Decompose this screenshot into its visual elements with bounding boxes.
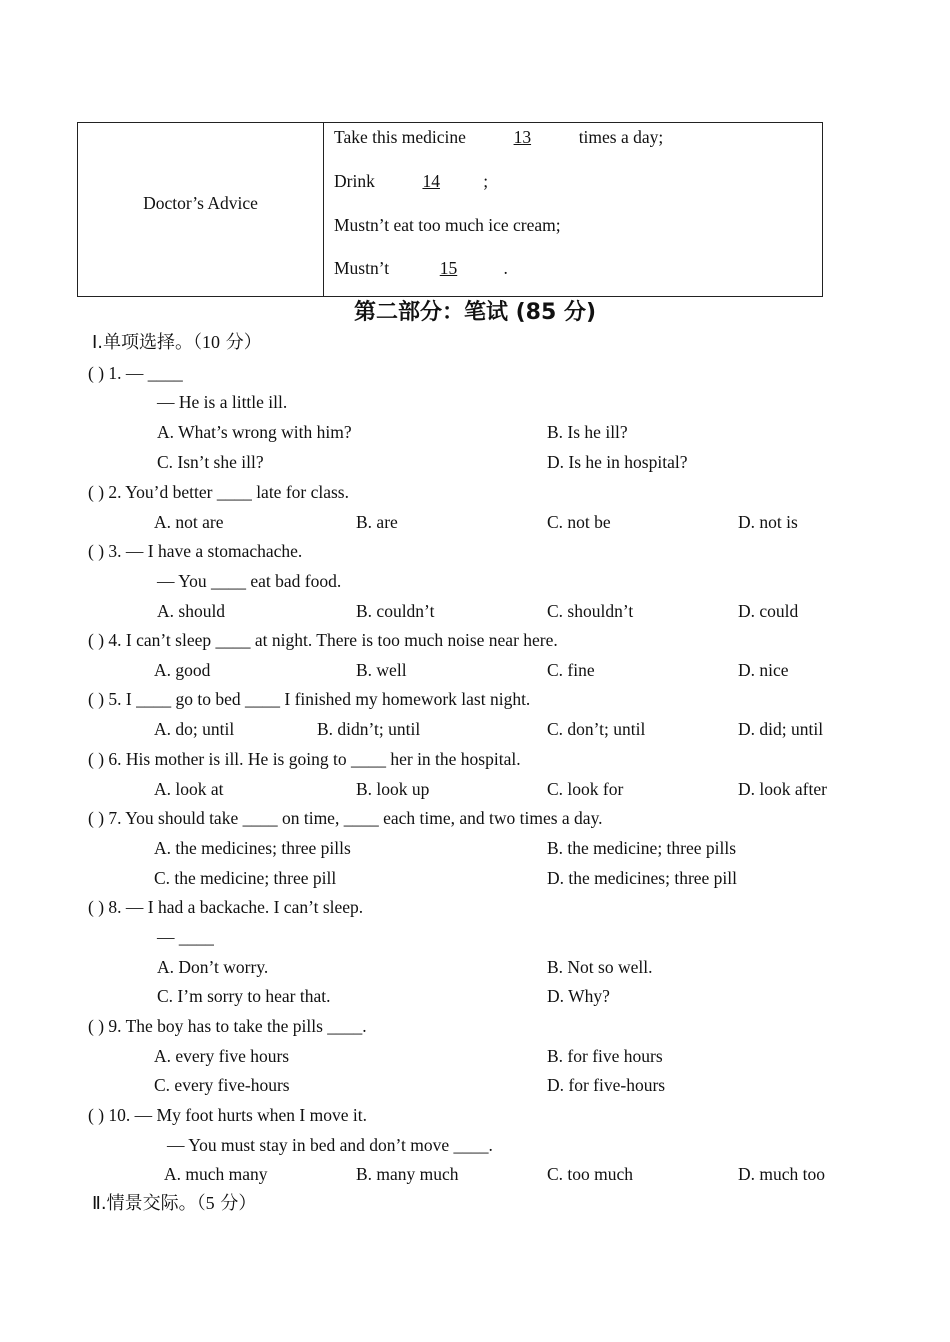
option: B. the medicine; three pills xyxy=(547,838,737,858)
option: C. fine xyxy=(547,660,595,680)
question-text: You’d better ____ late for class. xyxy=(125,482,349,502)
question-stem xyxy=(88,1107,367,1125)
option: C. I’m sorry to hear that. xyxy=(157,986,331,1006)
question-stem xyxy=(88,691,530,709)
option: D. Why? xyxy=(547,986,610,1006)
option: B. are xyxy=(356,512,398,532)
option: C. don’t; until xyxy=(547,719,646,739)
option: A. not are xyxy=(154,512,224,532)
answer-bracket: ( ) xyxy=(88,1016,105,1036)
section-title: 情景交际。（ xyxy=(106,1193,206,1214)
option: D. could xyxy=(738,601,799,621)
question-stem xyxy=(88,632,558,650)
fill-blank: 15 xyxy=(439,258,458,278)
advice-text: ; xyxy=(483,171,489,191)
question-text: You should take ____ on time, ____ each time, and two times a day. xyxy=(125,808,603,828)
option: C. every five-hours xyxy=(154,1075,290,1095)
advice-table xyxy=(77,122,823,297)
question-number: 8. xyxy=(108,897,122,917)
question-text: The boy has to take the pills ____. xyxy=(125,1016,367,1036)
dialogue-reply: — You must stay in bed and don’t move ____. xyxy=(167,1135,493,1155)
question-text: — My foot hurts when I move it. xyxy=(134,1105,367,1125)
question-text: — ____ xyxy=(125,363,183,383)
question-text: I can’t sleep ____ at night. There is too much noise near here. xyxy=(125,630,558,650)
question-number: 5. xyxy=(108,689,122,709)
answer-bracket: ( ) xyxy=(88,363,105,383)
question-number: 3. xyxy=(108,541,122,561)
option: A. do; until xyxy=(154,719,235,739)
option: D. Is he in hospital? xyxy=(547,452,688,472)
question-stem xyxy=(88,810,603,828)
question-number: 1. xyxy=(108,363,122,383)
option: A. What’s wrong with him? xyxy=(157,422,352,442)
answer-bracket: ( ) xyxy=(88,808,105,828)
option: D. nice xyxy=(738,660,789,680)
option: C. not be xyxy=(547,512,611,532)
question-text: — I had a backache. I can’t sleep. xyxy=(125,897,364,917)
option: C. the medicine; three pill xyxy=(154,868,337,888)
option: B. many much xyxy=(356,1164,459,1184)
question-stem xyxy=(88,543,302,561)
question-number: 2. xyxy=(108,482,122,502)
dialogue-reply: — ____ xyxy=(157,927,214,947)
answer-bracket: ( ) xyxy=(88,482,105,502)
option: A. good xyxy=(154,660,211,680)
advice-line xyxy=(334,217,561,235)
advice-text: Drink xyxy=(334,171,380,191)
option: B. for five hours xyxy=(547,1046,663,1066)
section-heading xyxy=(92,1194,256,1213)
option: B. couldn’t xyxy=(356,601,435,621)
advice-text: times a day; xyxy=(574,127,664,147)
option: B. Not so well. xyxy=(547,957,653,977)
advice-label: Doctor’s Advice xyxy=(143,193,258,213)
option: D. much too xyxy=(738,1164,826,1184)
question-stem xyxy=(88,899,363,917)
option: B. look up xyxy=(356,779,430,799)
fill-blank: 13 xyxy=(513,127,532,147)
section-number: Ⅱ. xyxy=(92,1193,107,1214)
option: C. Isn’t she ill? xyxy=(157,452,264,472)
option: C. shouldn’t xyxy=(547,601,634,621)
option: A. should xyxy=(157,601,226,621)
section-number: Ⅰ. xyxy=(92,332,104,353)
section-score: 10 xyxy=(202,332,221,352)
option: B. Is he ill? xyxy=(547,422,628,442)
advice-text: Mustn’t eat too much ice cream; xyxy=(334,215,561,235)
option: D. not is xyxy=(738,512,798,532)
option: D. the medicines; three pill xyxy=(547,868,738,888)
advice-line xyxy=(334,129,663,147)
option: C. look for xyxy=(547,779,624,799)
question-text: I ____ go to bed ____ I finished my homework last night. xyxy=(125,689,531,709)
question-number: 4. xyxy=(108,630,122,650)
answer-bracket: ( ) xyxy=(88,897,105,917)
advice-text: . xyxy=(503,258,508,278)
answer-bracket: ( ) xyxy=(88,1105,105,1125)
advice-text: Mustn’t xyxy=(334,258,394,278)
dialogue-reply: — You ____ eat bad food. xyxy=(157,571,342,591)
option: B. well xyxy=(356,660,407,680)
option: D. did; until xyxy=(738,719,824,739)
question-text: His mother is ill. He is going to ____ her in the hospital. xyxy=(125,749,521,769)
option: A. every five hours xyxy=(154,1046,290,1066)
option: D. for five-hours xyxy=(547,1075,666,1095)
option: B. didn’t; until xyxy=(317,719,421,739)
question-stem xyxy=(88,751,521,769)
section-score: 5 xyxy=(205,1193,215,1213)
answer-bracket: ( ) xyxy=(88,541,105,561)
section-tail: 分） xyxy=(214,1193,257,1214)
option: A. the medicines; three pills xyxy=(154,838,351,858)
option: A. much many xyxy=(164,1164,268,1184)
answer-bracket: ( ) xyxy=(88,630,105,650)
section-heading xyxy=(92,333,262,352)
question-stem xyxy=(88,1018,367,1036)
dialogue-reply: — He is a little ill. xyxy=(157,392,288,412)
question-number: 10. xyxy=(108,1105,131,1125)
section-tail: 分） xyxy=(220,332,262,353)
part-title: 第二部分：笔试 (85 分) xyxy=(353,300,597,325)
question-stem xyxy=(88,365,183,383)
fill-blank: 14 xyxy=(422,171,440,191)
question-stem xyxy=(88,484,349,502)
advice-line xyxy=(334,173,488,191)
answer-bracket: ( ) xyxy=(88,689,105,709)
option: D. look after xyxy=(738,779,827,799)
option: A. look at xyxy=(154,779,224,799)
answer-bracket: ( ) xyxy=(88,749,105,769)
option: A. Don’t worry. xyxy=(157,957,269,977)
question-text: — I have a stomachache. xyxy=(125,541,303,561)
question-number: 9. xyxy=(108,1016,122,1036)
option: C. too much xyxy=(547,1164,634,1184)
table-divider xyxy=(323,123,324,296)
advice-line xyxy=(334,260,508,278)
question-number: 7. xyxy=(108,808,122,828)
question-number: 6. xyxy=(108,749,122,769)
section-title: 单项选择。（ xyxy=(103,332,203,353)
advice-text: Take this medicine xyxy=(334,127,471,147)
